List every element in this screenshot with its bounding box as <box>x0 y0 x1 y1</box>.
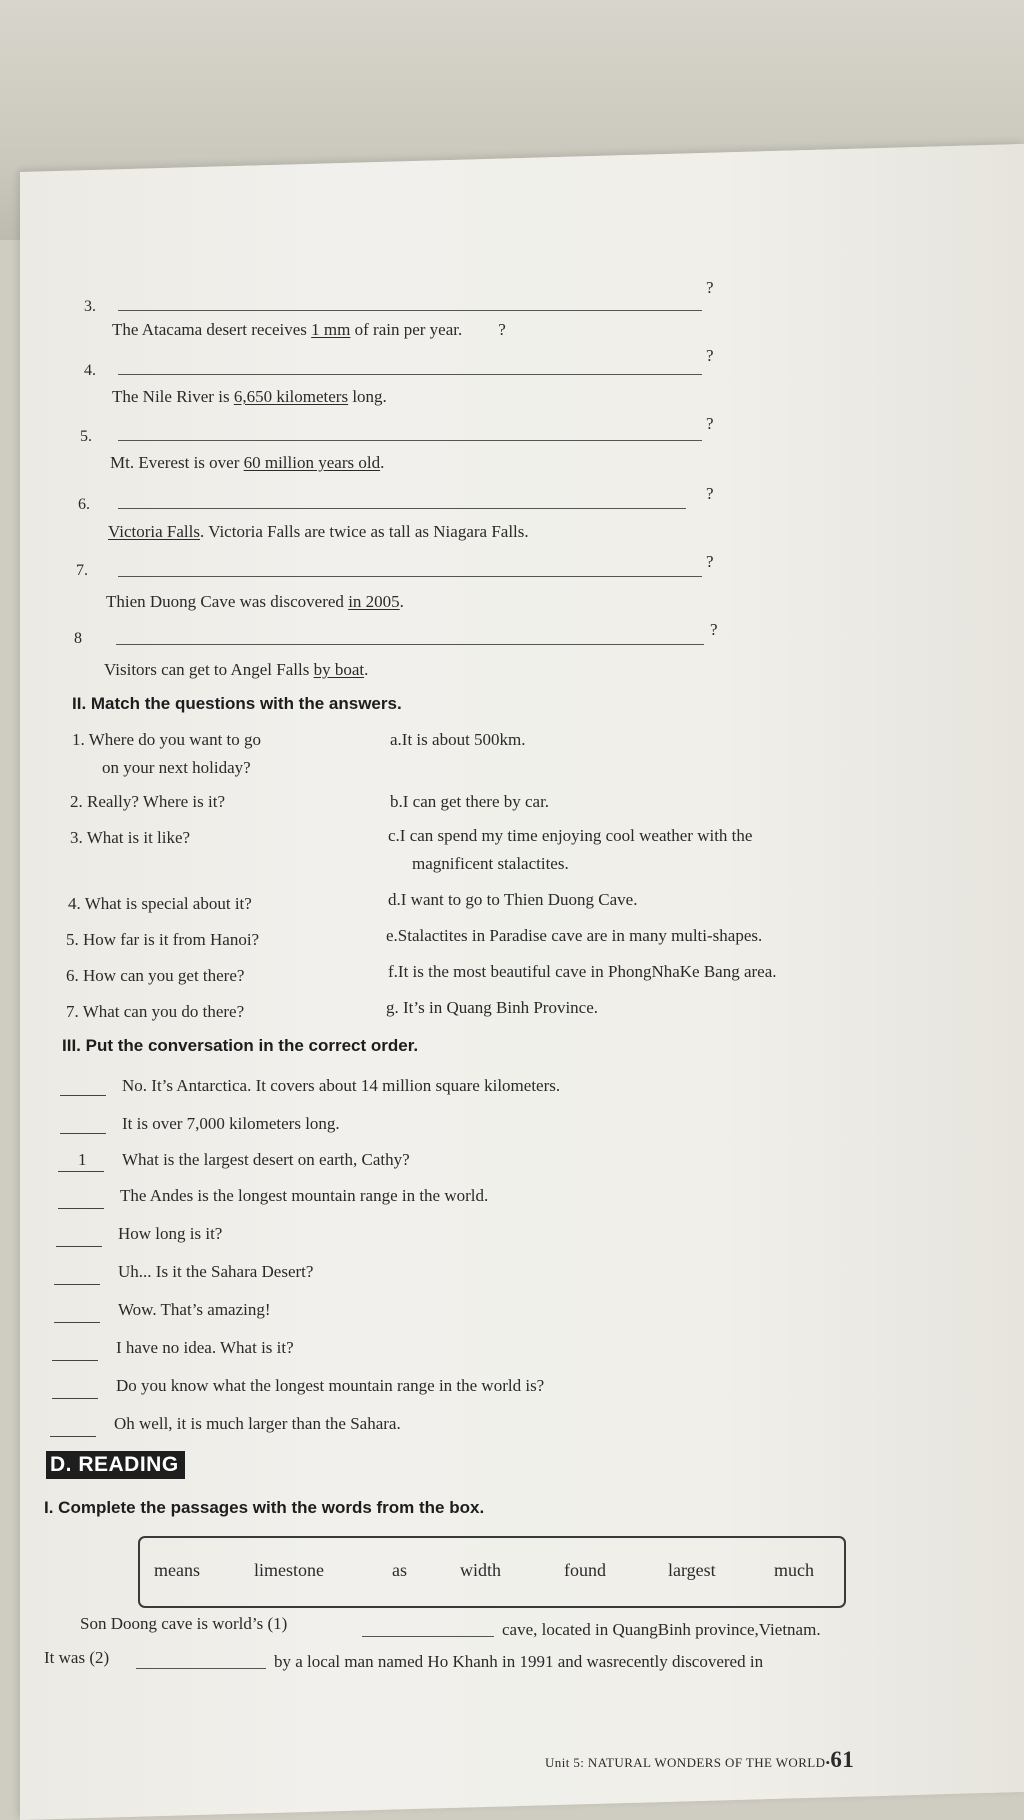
unit-title: Unit 5: NATURAL WONDERS OF THE WORLD <box>545 1755 826 1770</box>
section-heading: II. Match the questions with the answers. <box>72 694 402 713</box>
match-answer: magnificent stalactites. <box>412 854 569 873</box>
given-answer: Visitors can get to Angel Falls by boat. <box>104 660 369 679</box>
answer-blank[interactable] <box>118 374 702 375</box>
word-item: width <box>460 1560 502 1580</box>
given-answer: The Nile River is 6,650 kilometers long. <box>112 387 387 406</box>
question-number: 6. <box>78 496 90 513</box>
conversation-line: Wow. That’s amazing! <box>118 1300 271 1319</box>
conversation-line: I have no idea. What is it? <box>116 1338 294 1357</box>
match-question: 6. How can you get there? <box>66 966 245 985</box>
order-blank[interactable] <box>52 1398 98 1399</box>
given-answer: Mt. Everest is over 60 million years old. <box>110 453 385 472</box>
match-answer: e.Stalactites in Paradise cave are in many multi-shapes. <box>386 926 763 945</box>
answer-blank[interactable] <box>118 576 702 577</box>
conversation-line: Oh well, it is much larger than the Sahara. <box>114 1414 401 1433</box>
question-mark: ? <box>706 346 714 365</box>
order-blank[interactable] <box>58 1208 104 1209</box>
match-answer: c.I can spend my time enjoying cool weather with the <box>388 826 753 845</box>
question-number: 7. <box>76 562 88 579</box>
conversation-line: Uh... Is it the Sahara Desert? <box>118 1262 314 1281</box>
answer-blank[interactable] <box>118 508 686 509</box>
conversation-line: The Andes is the longest mountain range in the world. <box>120 1186 489 1205</box>
answer-blank[interactable] <box>118 440 702 441</box>
word-item: much <box>774 1560 814 1580</box>
passage-text: by a local man named Ho Khanh in 1991 and wasrecently discovered in <box>274 1652 764 1671</box>
word-item: means <box>154 1560 200 1580</box>
answer-blank[interactable] <box>362 1636 494 1637</box>
order-blank[interactable] <box>60 1133 106 1134</box>
question-mark: ? <box>706 552 714 571</box>
section-heading: III. Put the conversation in the correct order. <box>62 1036 419 1055</box>
match-answer: a.It is about 500km. <box>390 730 526 749</box>
question-mark: ? <box>706 278 714 297</box>
match-question: 3. What is it like? <box>70 828 191 847</box>
passage-text: cave, located in QuangBinh province,Vietnam. <box>502 1620 821 1639</box>
conversation-line: It is over 7,000 kilometers long. <box>122 1114 340 1133</box>
order-blank[interactable] <box>56 1246 102 1247</box>
match-answer: f.It is the most beautiful cave in PhongNhaKe Bang area. <box>388 962 777 981</box>
match-question: 7. What can you do there? <box>66 1002 245 1021</box>
order-blank[interactable] <box>58 1171 104 1172</box>
match-answer: d.I want to go to Thien Duong Cave. <box>388 890 638 909</box>
given-answer: Thien Duong Cave was discovered in 2005. <box>106 592 404 611</box>
word-item: found <box>564 1560 606 1580</box>
order-blank[interactable] <box>52 1360 98 1361</box>
match-question: 5. How far is it from Hanoi? <box>66 930 260 949</box>
question-number: 3. <box>84 298 96 315</box>
question-mark: ? <box>706 484 714 503</box>
order-blank[interactable] <box>60 1095 106 1096</box>
question-mark: ? <box>706 414 714 433</box>
section-heading: I. Complete the passages with the words from the box. <box>44 1498 485 1517</box>
word-item: limestone <box>254 1560 324 1580</box>
question-number: 5. <box>80 428 92 445</box>
reading-banner: D. READING <box>46 1451 185 1479</box>
order-blank[interactable] <box>54 1322 100 1323</box>
conversation-line: What is the largest desert on earth, Cathy? <box>122 1150 410 1169</box>
answer-blank[interactable] <box>116 644 704 645</box>
page-number: 61 <box>830 1747 855 1772</box>
page-footer <box>545 1747 854 1773</box>
conversation-line: Do you know what the longest mountain range in the world is? <box>116 1376 545 1395</box>
question-number: 8 <box>74 630 82 647</box>
answer-blank[interactable] <box>136 1668 266 1669</box>
given-answer: Victoria Falls. Victoria Falls are twice as tall as Niagara Falls. <box>108 522 529 541</box>
question-mark: ? <box>710 620 718 639</box>
footer-dot: • <box>825 1755 831 1770</box>
passage-text: It was (2) <box>44 1648 110 1667</box>
word-box <box>138 1536 846 1608</box>
passage-text: Son Doong cave is world’s (1) <box>80 1614 288 1633</box>
match-answer: g. It’s in Quang Binh Province. <box>386 998 599 1017</box>
order-number: 1 <box>78 1150 87 1169</box>
question-number: 4. <box>84 362 96 379</box>
conversation-line: How long is it? <box>118 1224 223 1243</box>
conversation-line: No. It’s Antarctica. It covers about 14 million square kilometers. <box>122 1076 561 1095</box>
order-blank[interactable] <box>54 1284 100 1285</box>
match-question: 1. Where do you want to go <box>72 730 262 749</box>
match-answer: b.I can get there by car. <box>390 792 550 811</box>
order-blank[interactable] <box>50 1436 96 1437</box>
match-question: on your next holiday? <box>102 758 251 777</box>
match-question: 2. Really? Where is it? <box>70 792 225 811</box>
given-answer: The Atacama desert receives 1 mm of rain per year. ? <box>112 320 506 339</box>
answer-blank[interactable] <box>118 310 702 311</box>
word-item: largest <box>668 1560 716 1580</box>
word-item: as <box>392 1560 407 1580</box>
match-question: 4. What is special about it? <box>68 894 252 913</box>
